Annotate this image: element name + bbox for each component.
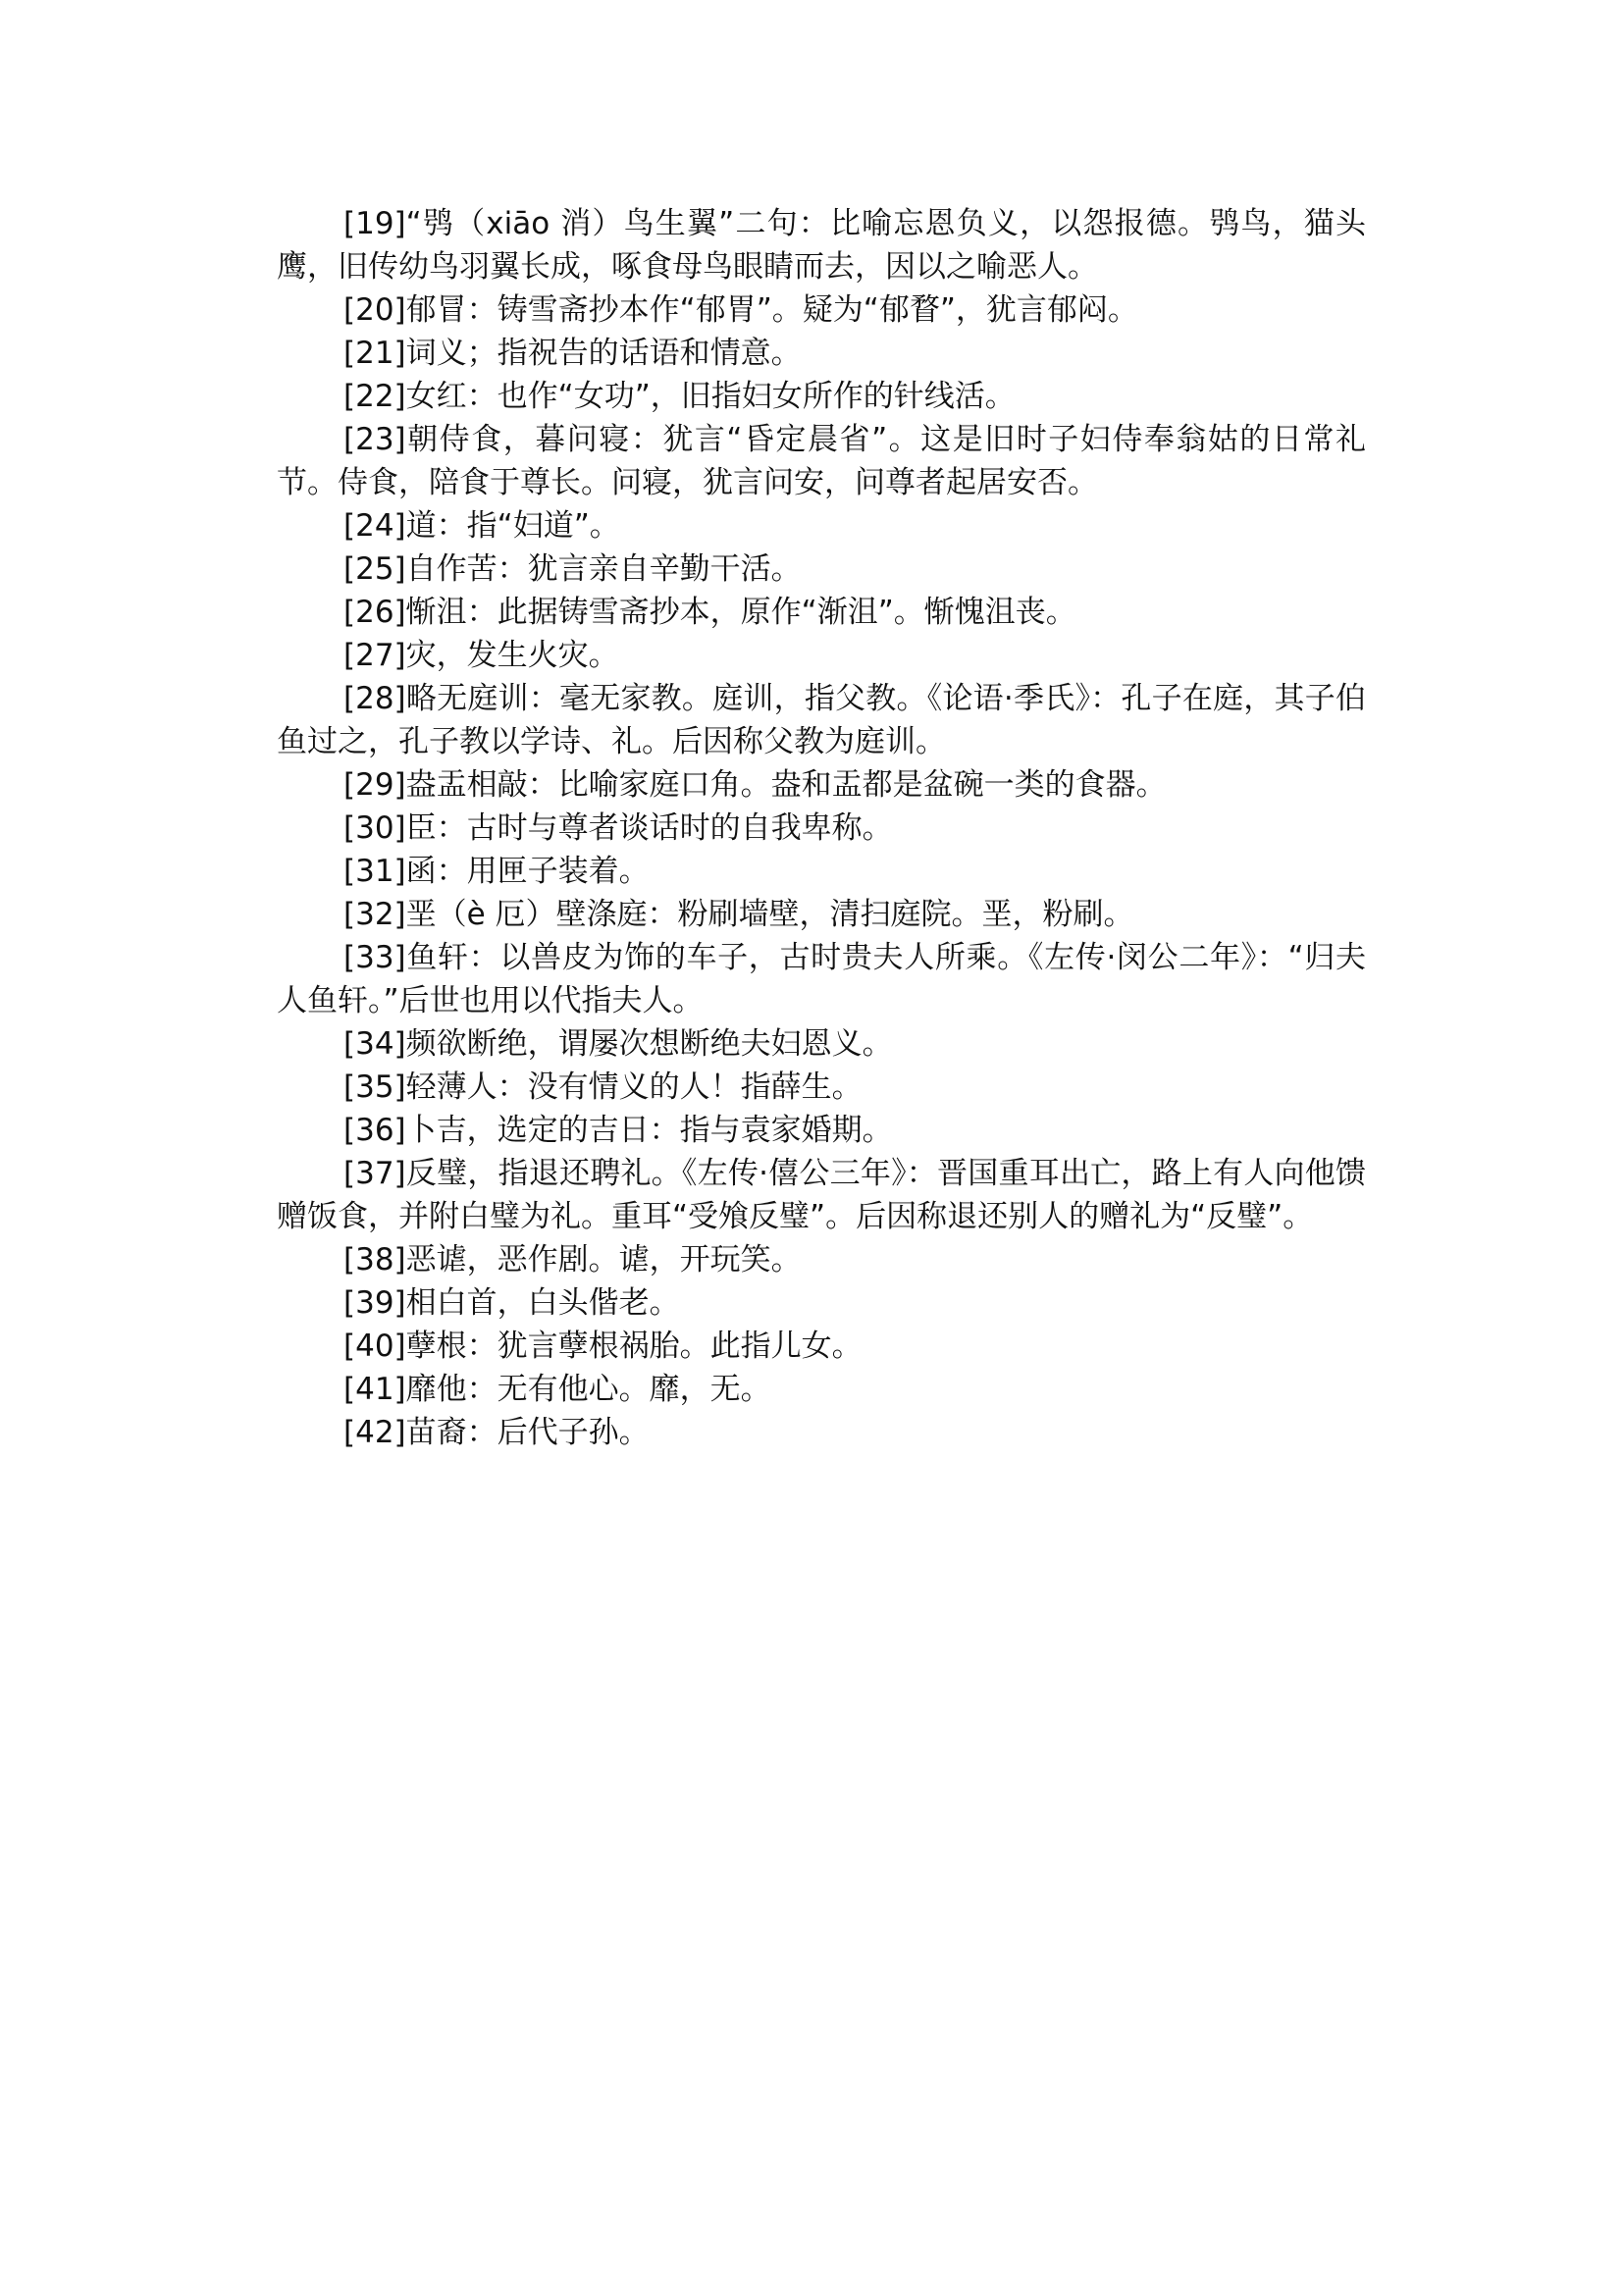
note-31: [31]函：用匣子装着。: [343, 854, 650, 889]
note-30: [30]臣：古时与尊者谈话时的自我卑称。: [343, 810, 893, 846]
note-27: [27]灾，发生火灾。: [343, 638, 619, 673]
note-28: [28]略无庭训：毫无家教。庭训，指父教。《论语·季氏》：孔子在庭，其子伯鱼过之，孔子教以学诗、礼。后因称父教为庭训。: [277, 681, 1366, 759]
note-26: [26]惭沮：此据铸雪斋抄本，原作“渐沮”。惭愧沮丧。: [343, 595, 1076, 630]
note-21: [21]词义；指祝告的话语和情意。: [343, 336, 802, 371]
note-38: [38]恶谑，恶作剧。谑，开玩笑。: [343, 1242, 802, 1277]
note-34: [34]频欲断绝，谓屡次想断绝夫妇恩义。: [343, 1026, 893, 1062]
note-42: [42]苗裔：后代子孙。: [343, 1415, 650, 1450]
note-35: [35]轻薄人：没有情义的人！指薛生。: [343, 1069, 863, 1105]
note-41: [41]靡他：无有他心。靡，无。: [343, 1372, 771, 1407]
note-19: [19]“鸮（xiāo 消）鸟生翼”二句：比喻忘恩负义，以怨报德。鸮鸟，猫头鹰，旧传幼鸟羽翼长成，啄食母鸟眼睛而去，因以之喻恶人。: [277, 206, 1366, 285]
note-23: [23]朝侍食，暮问寝：犹言“昏定晨省”。这是旧时子妇侍奉翁姑的日常礼节。侍食，陪食于尊长。问寝，犹言问安，问尊者起居安否。: [277, 422, 1366, 500]
note-39: [39]相白首，白头偕老。: [343, 1285, 680, 1321]
note-25: [25]自作苦：犹言亲自辛勤干活。: [343, 551, 802, 587]
note-22: [22]女红：也作“女功”，旧指妇女所作的针线活。: [343, 379, 1016, 414]
note-37: [37]反璧，指退还聘礼。《左传·僖公三年》：晋国重耳出亡，路上有人向他馈赠饭食，并附白璧为礼。重耳“受飧反璧”。后因称退还别人的赠礼为“反璧”。: [277, 1156, 1366, 1234]
annotation-list: [277, 202, 1366, 1454]
note-33: [33]鱼轩：以兽皮为饰的车子，古时贵夫人所乘。《左传·闵公二年》：“归夫人鱼轩。”后世也用以代指夫人。: [277, 940, 1366, 1018]
note-32: [32]垩（è 厄）壁涤庭：粉刷墙壁，清扫庭院。垩，粉刷。: [343, 897, 1134, 932]
note-40: [40]孽根：犹言孽根祸胎。此指儿女。: [343, 1329, 863, 1364]
note-36: [36]卜吉，选定的吉日：指与袁家婚期。: [343, 1113, 893, 1148]
note-20: [20]郁冒：铸雪斋抄本作“郁胃”。疑为“郁瞀”，犹言郁闷。: [343, 292, 1138, 328]
note-29: [29]盎盂相敲：比喻家庭口角。盎和盂都是盆碗一类的食器。: [343, 767, 1167, 803]
note-24: [24]道：指“妇道”。: [343, 508, 620, 544]
